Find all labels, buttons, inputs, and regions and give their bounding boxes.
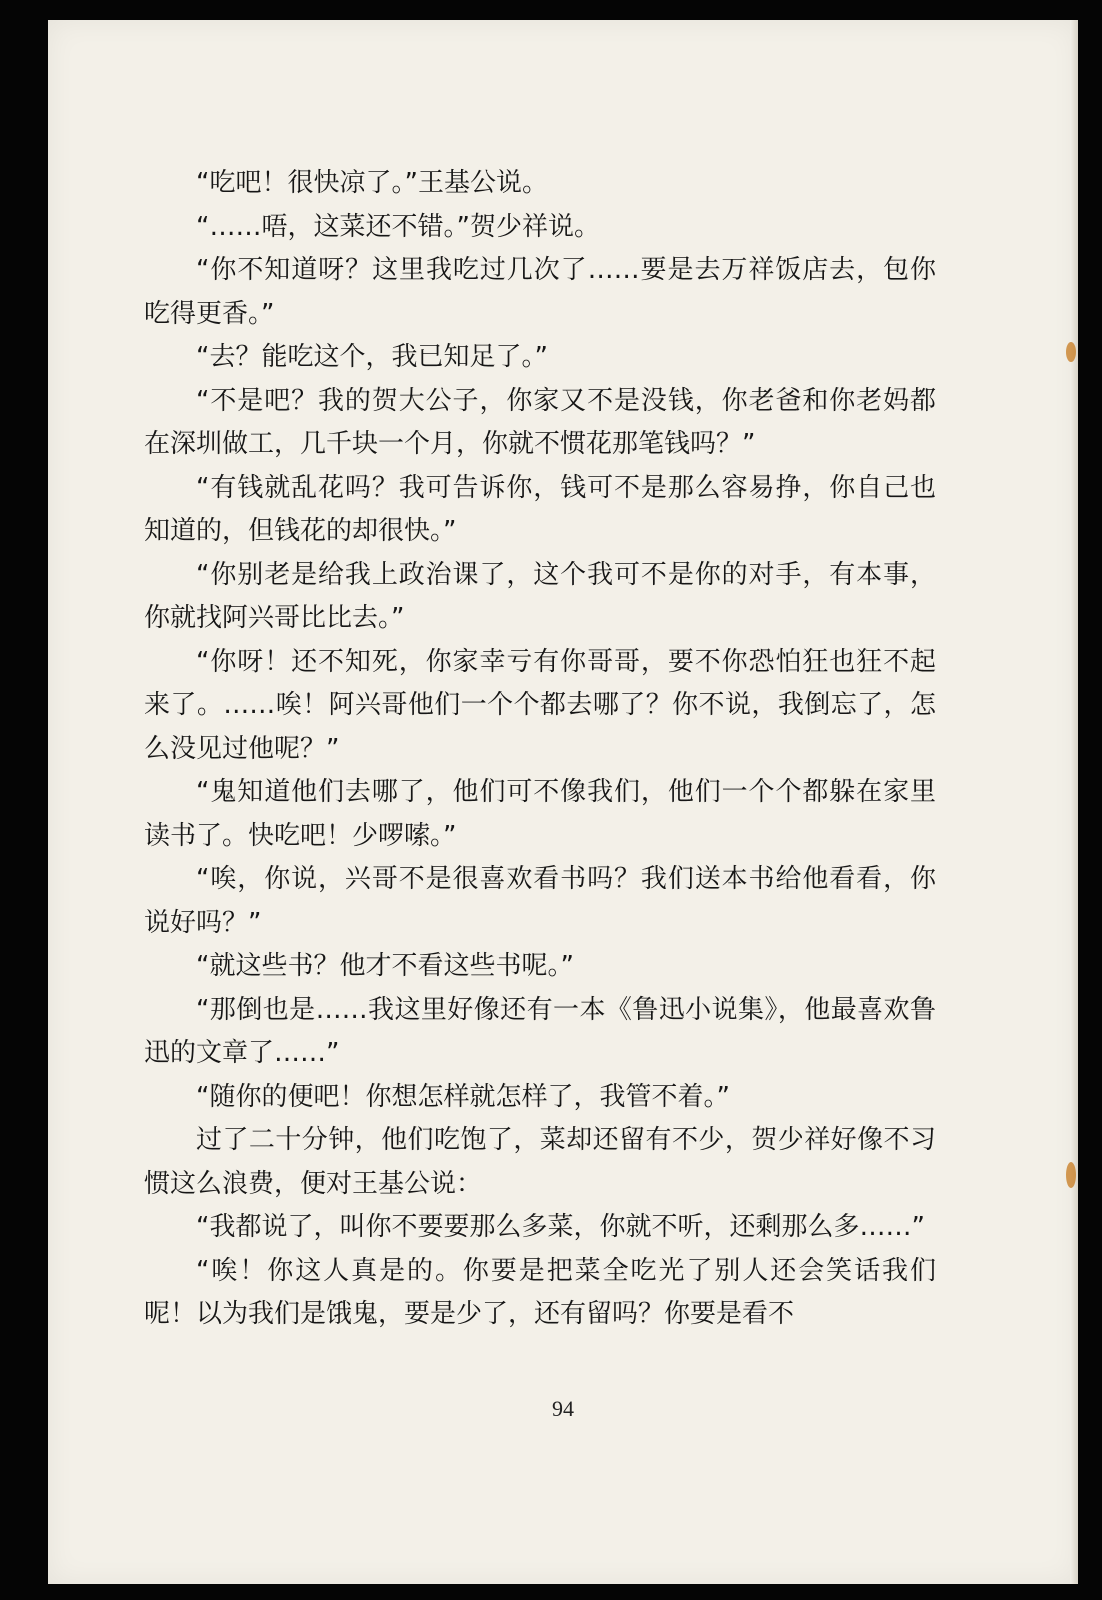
page-edge <box>1070 20 1078 1584</box>
paragraph: “你不知道呀？这里我吃过几次了……要是去万祥饭店去，包你吃得更香。” <box>144 255 936 329</box>
paragraph: “我都说了，叫你不要要那么多菜，你就不听，还剩那么多……” <box>196 1212 925 1242</box>
paragraph: “就这些书？他才不看这些书呢。” <box>196 951 574 981</box>
paragraph: “……唔，这菜还不错。”贺少祥说。 <box>196 211 600 242</box>
paragraph: “吃吧！很快凉了。”王基公说。 <box>196 168 548 198</box>
body-text <box>144 162 936 1337</box>
paragraph: 过了二十分钟，他们吃饱了，菜却还留有不少，贺少祥好像不习惯这么浪费，便对王基公说： <box>144 1125 936 1199</box>
paper-stain <box>1066 342 1076 362</box>
paragraph: “那倒也是……我这里好像还有一本《鲁迅小说集》，他最喜欢鲁迅的文章了……” <box>144 994 936 1068</box>
paragraph: “有钱就乱花吗？我可告诉你，钱可不是那么容易挣，你自己也知道的，但钱花的却很快。” <box>144 472 936 546</box>
page-number: 94 <box>552 1396 574 1421</box>
paragraph: “你别老是给我上政治课了，这个我可不是你的对手，有本事，你就找阿兴哥比比去。” <box>144 559 936 633</box>
book-page <box>48 20 1078 1584</box>
paragraph: “不是吧？我的贺大公子，你家又不是没钱，你老爸和你老妈都在深圳做工，几千块一个月，你就不惯花那笔钱吗？” <box>144 385 936 459</box>
paper-stain <box>1066 1162 1076 1188</box>
paragraph: “唉，你说，兴哥不是很喜欢看书吗？我们送本书给他看看，你说好吗？” <box>144 864 936 938</box>
paragraph: “随你的便吧！你想怎样就怎样了，我管不着。” <box>196 1081 730 1112</box>
paragraph: “去？能吃这个，我已知足了。” <box>196 342 548 372</box>
paragraph: “你呀！还不知死，你家幸亏有你哥哥，要不你恐怕狂也狂不起来了。……唉！阿兴哥他们一个个都去哪了？你不说，我倒忘了，怎么没见过他呢？” <box>144 646 936 764</box>
paragraph: “唉！你这人真是的。你要是把菜全吃光了别人还会笑话我们呢！以为我们是饿鬼，要是少了，还有留吗？你要是看不 <box>144 1255 936 1329</box>
paragraph: “鬼知道他们去哪了，他们可不像我们，他们一个个都躲在家里读书了。快吃吧！少啰嗦。” <box>144 777 936 851</box>
